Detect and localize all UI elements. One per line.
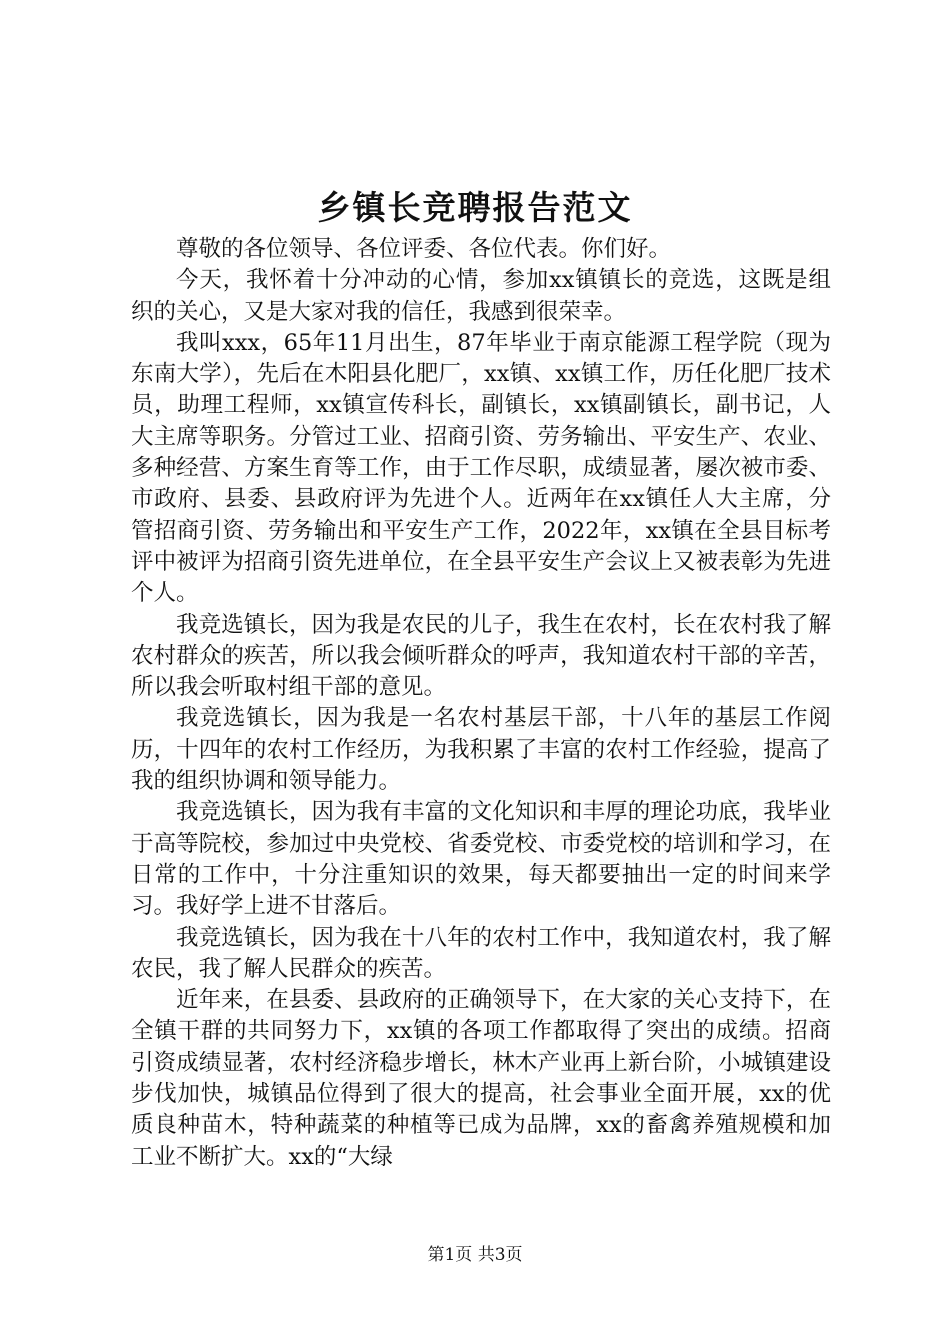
document-body — [131, 234, 831, 1173]
document-title: 乡镇长竞聘报告范文 — [317, 188, 633, 227]
paragraph-reason-farmer: 我竞选镇长，因为我是农民的儿子，我生在农村，长在农村我了解农村群众的疾苦，所以我会倾听群众的呼声，我知道农村干部的辛苦，所以我会听取村组干部的意见。 — [131, 611, 831, 701]
paragraph-intro: 今天，我怀着十分冲动的心情，参加xx镇镇长的竞选，这既是组织的关心，又是大家对我的信任，我感到很荣幸。 — [131, 267, 831, 325]
page-footer — [0, 1243, 950, 1267]
paragraph-background: 我叫xxx，65年11月出生，87年毕业于南京能源工程学院（现为东南大学），先后在木阳县化肥厂，xx镇、xx镇工作，历任化肥厂技术员，助理工程师，xx镇宣传科长，副镇长，xx镇副镇长，副书记，人大主席等职务。分管过工业、招商引资、劳务输出、平安生产、农业、多种经营、方案生育等工作，由于工作尽职，成绩显著，屡次被市委、市政府、县委、县政府评为先进个人。近两年在xx镇任人大主席，分管招商引资、劳务输出和平安生产工作，2022年，xx镇在全县目标考评中被评为招商引资先进单位，在全县平安生产会议上又被表彰为先进个人。 — [131, 329, 831, 607]
paragraph-greeting: 尊敬的各位领导、各位评委、各位代表。你们好。 — [176, 236, 672, 262]
paragraph-reason-cadre: 我竞选镇长，因为我是一名农村基层干部，十八年的基层工作阅历，十四年的农村工作经历，为我积累了丰富的农村工作经验，提高了我的组织协调和领导能力。 — [131, 705, 831, 795]
page-indicator: 第1页 共3页 — [427, 1245, 523, 1265]
paragraph-achievements: 近年来，在县委、县政府的正确领导下，在大家的关心支持下，在全镇干群的共同努力下，xx镇的各项工作都取得了突出的成绩。招商引资成绩显著，农村经济稳步增长，林木产业再上新台阶，小城镇建设步伐加快，城镇品位得到了很大的提高，社会事业全面开展，xx的优质良种苗木，特种蔬菜的种植等已成为品牌，xx的畜禽养殖规模和加工业不断扩大。xx的“大绿 — [131, 987, 831, 1170]
paragraph-reason-experience: 我竞选镇长，因为我在十八年的农村工作中，我知道农村，我了解农民，我了解人民群众的疾苦。 — [131, 924, 831, 982]
paragraph-reason-knowledge: 我竞选镇长，因为我有丰富的文化知识和丰厚的理论功底，我毕业于高等院校，参加过中央党校、省委党校、市委党校的培训和学习，在日常的工作中，十分注重知识的效果，每天都要抽出一定的时间来学习。我好学上进不甘落后。 — [131, 799, 831, 920]
